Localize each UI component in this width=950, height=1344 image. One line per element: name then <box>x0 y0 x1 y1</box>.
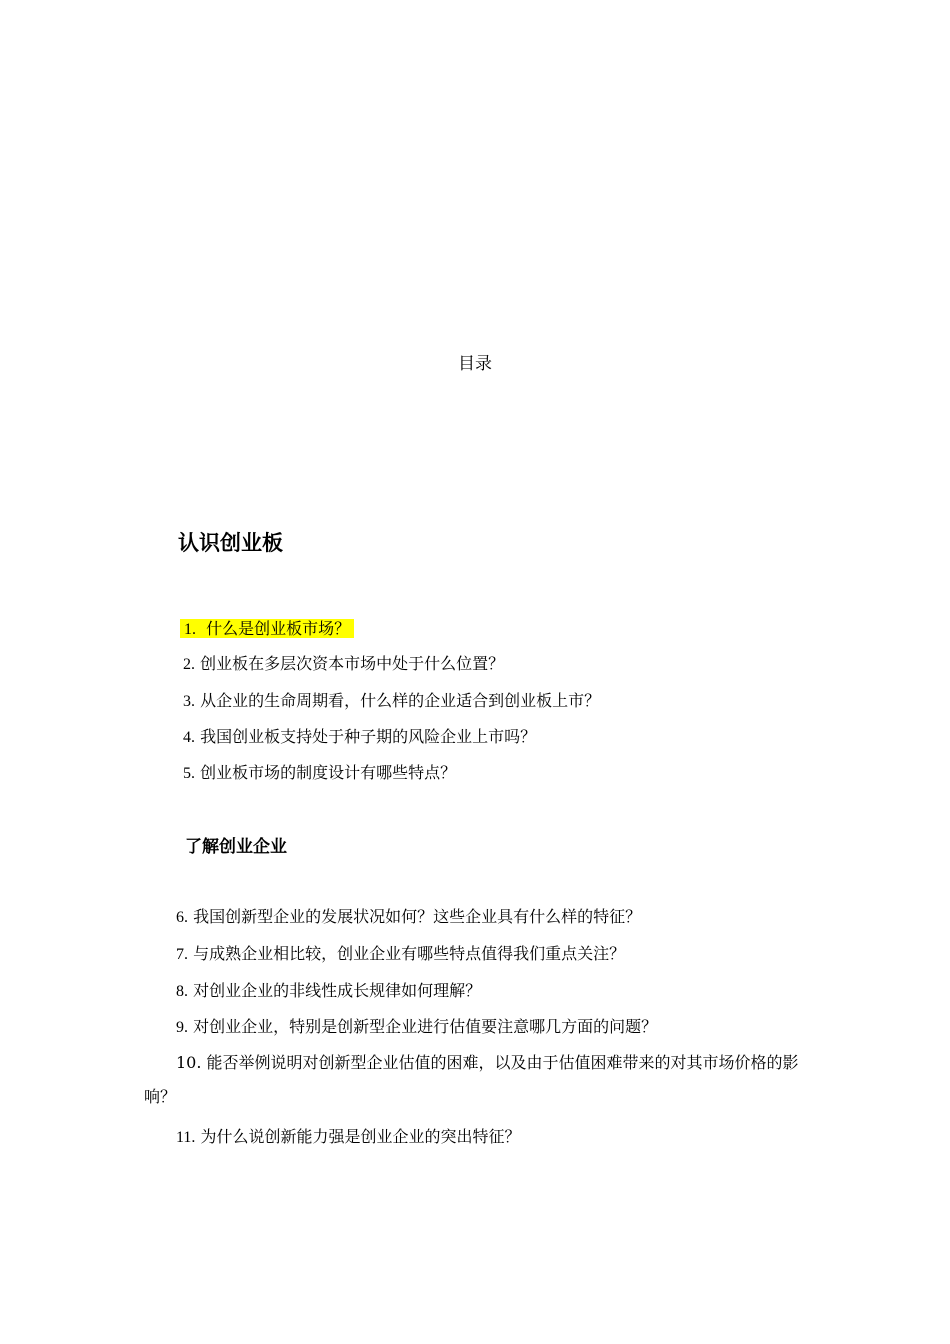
item-number: 8. <box>176 983 188 1000</box>
highlight-mark <box>180 619 354 638</box>
item-text: 创业板在多层次资本市场中处于什么位置？ <box>200 654 505 673</box>
item-number: 11. <box>176 1129 196 1146</box>
item-text: 能否举例说明对创新型企业估值的困难，以及由于估值困难带来的对其市场价格的影响？ <box>144 1053 799 1106</box>
item-text: 创业板市场的制度设计有哪些特点？ <box>200 763 457 782</box>
toc-item-2[interactable] <box>183 652 504 677</box>
toc-item-1[interactable] <box>180 617 354 642</box>
item-number: 4. <box>183 729 195 746</box>
item-text: 为什么说创新能力强是创业企业的突出特征？ <box>200 1127 521 1146</box>
item-text: 我国创业板支持处于种子期的风险企业上市吗？ <box>200 727 537 746</box>
item-text: 与成熟企业相比较，创业企业有哪些特点值得我们重点关注？ <box>193 944 626 963</box>
toc-item-7[interactable] <box>176 942 625 967</box>
toc-item-8[interactable] <box>176 979 481 1004</box>
toc-item-5[interactable] <box>183 761 456 786</box>
toc-item-10[interactable] <box>144 1046 814 1114</box>
item-text: 对创业企业的非线性成长规律如何理解？ <box>193 981 482 1000</box>
toc-item-4[interactable] <box>183 725 536 750</box>
item-number: 10. <box>176 1053 202 1072</box>
item-text: 从企业的生命周期看，什么样的企业适合到创业板上市？ <box>200 691 601 710</box>
item-number: 6. <box>176 909 188 926</box>
toc-item-3[interactable] <box>183 689 600 714</box>
item-number: 5. <box>183 765 195 782</box>
section-heading-1: 认识创业板 <box>178 531 283 555</box>
toc-item-6[interactable] <box>176 905 641 930</box>
item-text: 什么是创业板市场？ <box>206 619 351 638</box>
toc-title: 目录 <box>458 354 492 374</box>
item-number: 9. <box>176 1019 188 1036</box>
item-number: 7. <box>176 946 188 963</box>
toc-item-11[interactable] <box>176 1125 521 1150</box>
item-text: 对创业企业，特别是创新型企业进行估值要注意哪几方面的问题？ <box>193 1017 658 1036</box>
section-heading-2: 了解创业企业 <box>185 837 287 857</box>
item-number: 3. <box>183 693 195 710</box>
item-number: 2. <box>183 656 195 673</box>
item-text: 我国创新型企业的发展状况如何？这些企业具有什么样的特征？ <box>193 907 642 926</box>
item-number: 1. <box>184 621 196 638</box>
toc-item-9[interactable] <box>176 1015 657 1040</box>
